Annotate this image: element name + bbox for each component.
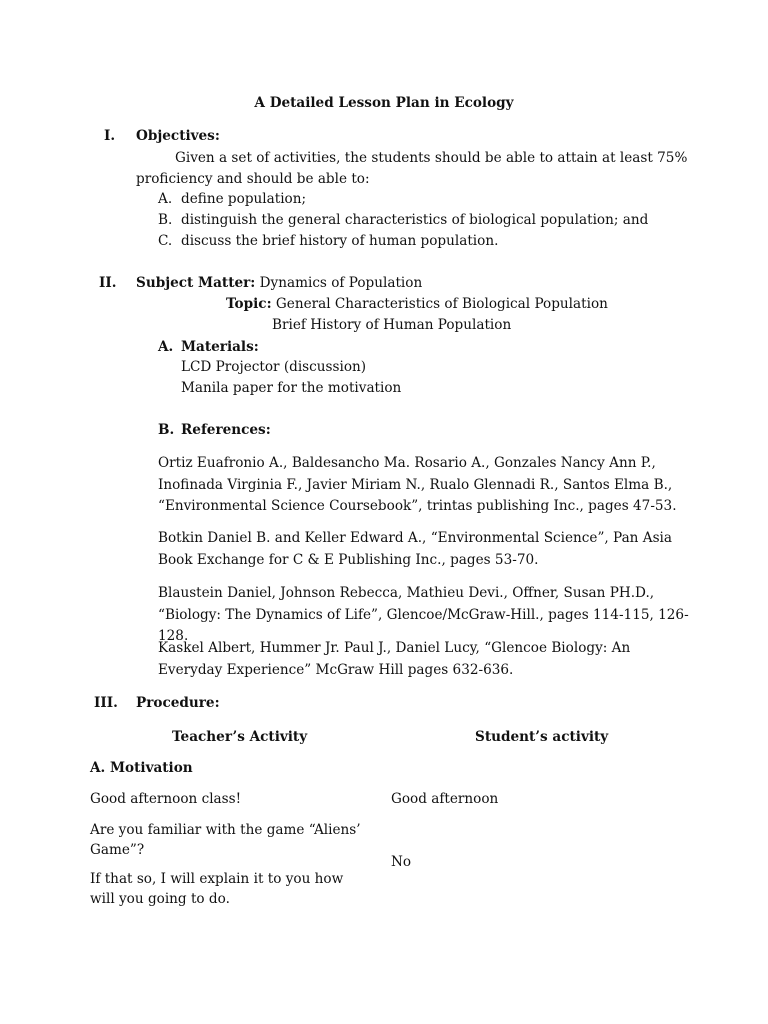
- objective-c-letter: C.: [158, 233, 173, 249]
- section-1-numeral: I.: [104, 128, 116, 144]
- subject-matter-value: Dynamics of Population: [259, 275, 423, 291]
- objective-b-text: distinguish the general characteristics of biological population; and: [181, 212, 649, 228]
- materials-heading: Materials:: [181, 339, 259, 355]
- student-activity-header: Student’s activity: [475, 729, 609, 745]
- objective-c-text: discuss the brief history of human population.: [181, 233, 499, 249]
- objective-a-letter: A.: [158, 191, 173, 207]
- subject-matter-label: Subject Matter:: [136, 275, 256, 291]
- section-2-numeral: II.: [99, 275, 117, 291]
- teacher-line: Are you familiar with the game “Aliens’ Game”?: [90, 822, 361, 858]
- material-item: Manila paper for the motivation: [181, 380, 402, 396]
- section-3-heading: Procedure:: [136, 695, 220, 711]
- materials-letter: A.: [158, 339, 174, 355]
- objectives-intro-line-2: proficiency and should be able to:: [136, 171, 370, 187]
- references-heading: References:: [181, 422, 271, 438]
- reference-item: Ortiz Euafronio A., Baldesancho Ma. Rosario A., Gonzales Nancy Ann P., Inofinada Virginia F., Javier Miriam N., Rualo Glennadi R., Santos Elma B., “Environmental Science Coursebook”, trintas publishing Inc., pages 47-53.: [158, 455, 677, 514]
- reference-item: Blaustein Daniel, Johnson Rebecca, Mathieu Devi., Offner, Susan PH.D., “Biology: The Dynamics of Life”, Glencoe/McGraw-Hill., pages 114-115, 126-128.: [158, 585, 689, 644]
- objectives-intro-line-1: Given a set of activities, the students should be able to attain at least 75%: [175, 150, 688, 166]
- topic-label: Topic:: [226, 296, 272, 312]
- teacher-line: Good afternoon class!: [90, 791, 242, 807]
- page-title: A Detailed Lesson Plan in Ecology: [254, 95, 514, 111]
- topic-value-2: Brief History of Human Population: [272, 317, 512, 333]
- student-line: Good afternoon: [391, 791, 499, 807]
- section-3-numeral: III.: [94, 695, 118, 711]
- topic-line: [226, 294, 608, 314]
- teacher-activity-header: Teacher’s Activity: [172, 729, 308, 745]
- topic-value-1: General Characteristics of Biological Population: [275, 296, 608, 312]
- student-line: No: [391, 854, 412, 870]
- objective-a-text: define population;: [181, 191, 307, 207]
- reference-item: Kaskel Albert, Hummer Jr. Paul J., Daniel Lucy, “Glencoe Biology: An Everyday Experience” McGraw Hill pages 632-636.: [158, 640, 631, 678]
- subject-matter-line: [136, 273, 422, 293]
- objective-b-letter: B.: [158, 212, 173, 228]
- motivation-heading: A. Motivation: [90, 760, 193, 776]
- teacher-line: If that so, I will explain it to you how will you going to do.: [90, 871, 344, 907]
- material-item: LCD Projector (discussion): [181, 359, 367, 375]
- section-1-heading: Objectives:: [136, 128, 220, 144]
- reference-item: Botkin Daniel B. and Keller Edward A., “Environmental Science”, Pan Asia Book Exchange for C & E Publishing Inc., pages 53-70.: [158, 530, 672, 568]
- references-letter: B.: [158, 422, 175, 438]
